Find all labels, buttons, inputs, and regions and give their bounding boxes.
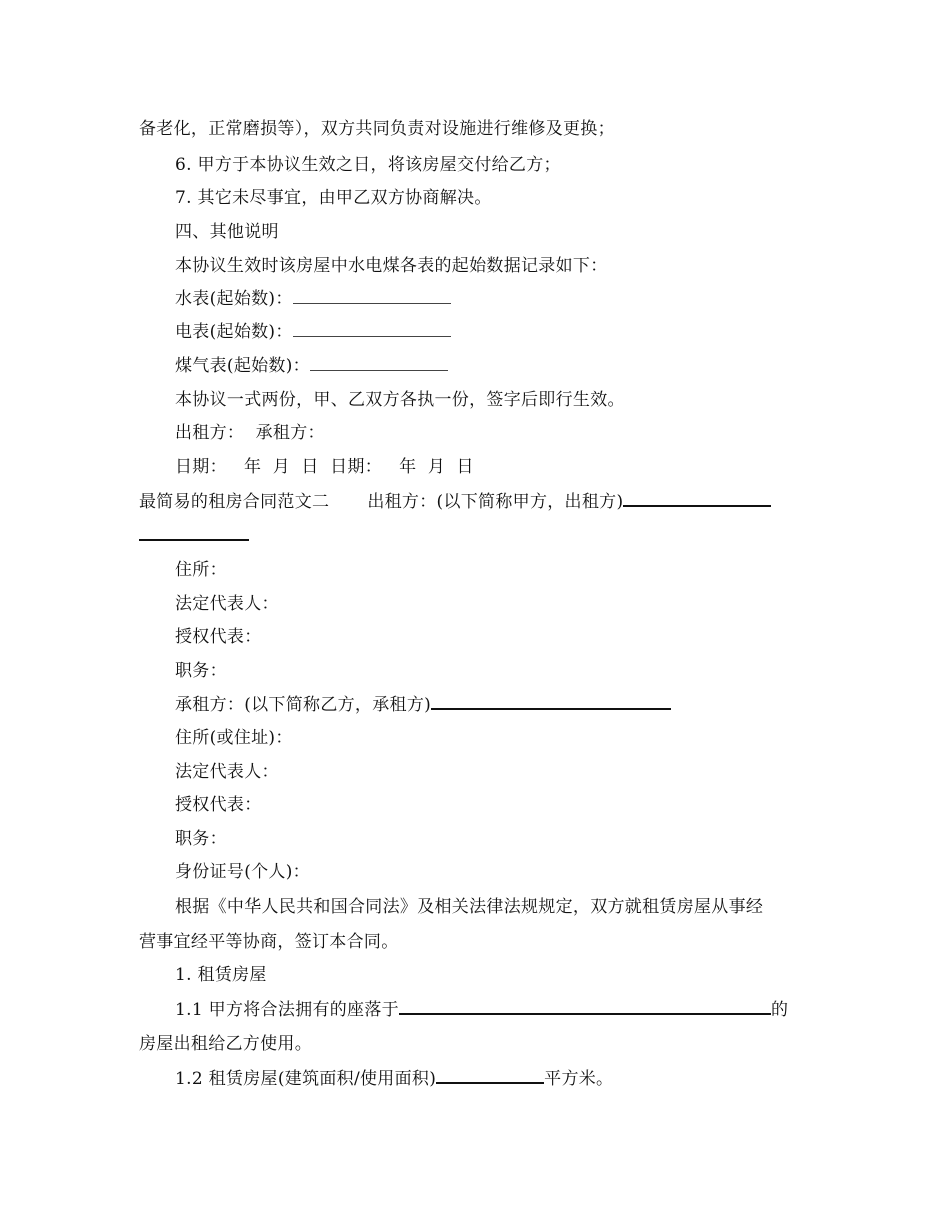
lessor-blank-continued (139, 524, 249, 541)
text-line: 住所(或住址)： (175, 728, 293, 748)
water-meter-blank (293, 289, 451, 304)
lessee-line: 承租方：(以下简称乙方，承租方) (175, 693, 671, 716)
text-line: 住所： (175, 560, 227, 580)
water-meter-line: 水表(起始数)： (175, 288, 451, 310)
text-line: 法定代表人： (175, 594, 279, 614)
area-blank (436, 1067, 544, 1084)
text-line: 营事宜经平等协商，签订本合同。 (139, 932, 399, 952)
lessor-blank-cont (139, 524, 249, 547)
gas-meter-line: 煤气表(起始数)： (175, 355, 448, 377)
text-line: 房屋出租给乙方使用。 (139, 1034, 312, 1054)
electric-meter-line: 电表(起始数)： (175, 321, 451, 343)
lessor-blank (623, 490, 771, 507)
text-line: 授权代表： (175, 795, 262, 815)
text-line: 6. 甲方于本协议生效之日，将该房屋交付给乙方； (175, 155, 561, 175)
electric-meter-blank (293, 322, 451, 337)
text-line: 法定代表人： (175, 762, 279, 782)
date-line: 日期： 年 月 日 日期： 年 月 日 (175, 457, 474, 477)
lessee-blank (431, 693, 671, 710)
contract-title: 最简易的租房合同范文二 (139, 492, 330, 512)
address-blank (399, 998, 771, 1015)
signature-line: 出租方： 承租方： (175, 423, 325, 443)
area-line: 1.2 租赁房屋(建筑面积/使用面积) 平方米。 (175, 1069, 614, 1089)
text-line: 根据《中华人民共和国合同法》及相关法律法规规定，双方就租赁房屋从事经 (175, 897, 764, 917)
text-line: 7. 其它未尽事宜，由甲乙双方协商解决。 (175, 188, 492, 208)
text-line: 职务： (175, 661, 227, 681)
text-line: 本协议生效时该房屋中水电煤各表的起始数据记录如下： (175, 256, 608, 276)
text-line: 本协议一式两份，甲、乙双方各执一份，签字后即行生效。 (175, 390, 625, 410)
address-line: 1.1 甲方将合法拥有的座落于 的 (175, 1000, 789, 1020)
text-line: 授权代表： (175, 627, 262, 647)
text-line: 身份证号(个人)： (175, 862, 310, 882)
gas-meter-blank (310, 356, 448, 371)
contract-title-line: 最简易的租房合同范文二 出租方：(以下简称甲方，出租方) (139, 490, 771, 513)
text-line: 备老化，正常磨损等），双方共同负责对设施进行维修及更换； (139, 119, 615, 139)
section-heading: 1. 租赁房屋 (175, 965, 267, 985)
text-line: 职务： (175, 829, 227, 849)
section-heading: 四、其他说明 (175, 222, 279, 242)
